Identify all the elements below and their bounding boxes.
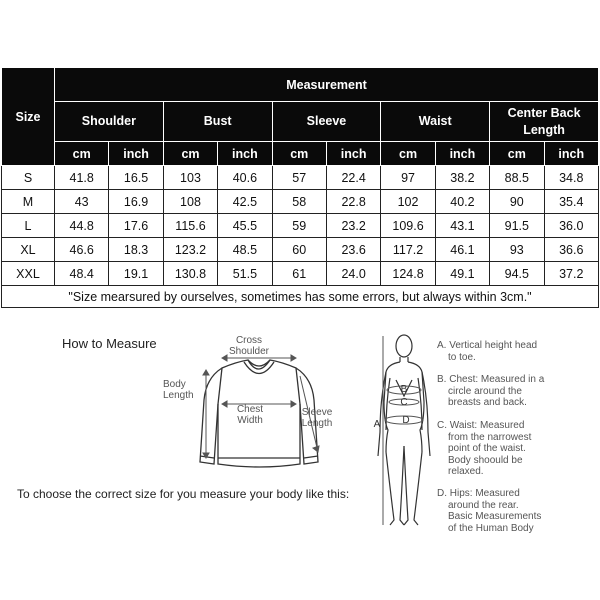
value-cell: 51.5 [218, 262, 272, 286]
value-cell: 48.4 [55, 262, 109, 286]
value-cell: 45.5 [218, 214, 272, 238]
value-cell: 34.8 [544, 166, 598, 190]
unit-header: cm [381, 142, 435, 166]
instruction-c: C. Waist: Measured from the narrowest point of the waist. Body shoould be relaxed. [437, 420, 532, 477]
value-cell: 37.2 [544, 262, 598, 286]
value-cell: 36.6 [544, 238, 598, 262]
unit-header: inch [218, 142, 272, 166]
size-cell: L [2, 214, 55, 238]
value-cell: 23.2 [326, 214, 380, 238]
value-cell: 16.5 [109, 166, 163, 190]
value-cell: 22.4 [326, 166, 380, 190]
value-cell: 60 [272, 238, 326, 262]
unit-header: inch [544, 142, 598, 166]
value-cell: 61 [272, 262, 326, 286]
value-cell: 57 [272, 166, 326, 190]
value-cell: 19.1 [109, 262, 163, 286]
unit-header: cm [272, 142, 326, 166]
marker-d: D [402, 415, 410, 426]
marker-b: B [400, 384, 408, 395]
value-cell: 124.8 [381, 262, 435, 286]
value-cell: 40.2 [435, 190, 489, 214]
choose-size-text: To choose the correct size for you measure your body like this: [17, 487, 350, 501]
value-cell: 35.4 [544, 190, 598, 214]
value-cell: 43.1 [435, 214, 489, 238]
how-to-measure-title: How to Measure [62, 336, 157, 351]
cross-shoulder-label: Cross Shoulder [228, 335, 270, 357]
value-cell: 43 [55, 190, 109, 214]
value-cell: 41.8 [55, 166, 109, 190]
value-cell: 90 [490, 190, 544, 214]
size-cell: S [2, 166, 55, 190]
unit-header: inch [109, 142, 163, 166]
value-cell: 18.3 [109, 238, 163, 262]
value-cell: 58 [272, 190, 326, 214]
value-cell: 22.8 [326, 190, 380, 214]
value-cell: 17.6 [109, 214, 163, 238]
sleeve-length-label: Sleeve Length [301, 407, 333, 429]
instruction-d: D. Hips: Measured around the rear. Basic Measurements of the Human Body [437, 488, 542, 534]
table-note: "Size mearsured by ourselves, sometimes has some errors, but always within 3cm." [2, 286, 599, 308]
value-cell: 44.8 [55, 214, 109, 238]
unit-header: cm [490, 142, 544, 166]
value-cell: 49.1 [435, 262, 489, 286]
value-cell: 130.8 [163, 262, 217, 286]
unit-header: cm [163, 142, 217, 166]
value-cell: 46.1 [435, 238, 489, 262]
measurement-header: Measurement [55, 68, 599, 102]
value-cell: 109.6 [381, 214, 435, 238]
value-cell: 97 [381, 166, 435, 190]
value-cell: 24.0 [326, 262, 380, 286]
size-header: Size [2, 68, 55, 166]
body-length-label: Body Length [163, 379, 194, 401]
value-cell: 103 [163, 166, 217, 190]
marker-c: C [400, 397, 408, 408]
value-cell: 108 [163, 190, 217, 214]
value-cell: 23.6 [326, 238, 380, 262]
value-cell: 93 [490, 238, 544, 262]
group-shoulder: Shoulder [55, 102, 164, 142]
group-sleeve: Sleeve [272, 102, 381, 142]
value-cell: 16.9 [109, 190, 163, 214]
value-cell: 117.2 [381, 238, 435, 262]
size-cell: XL [2, 238, 55, 262]
unit-header: inch [326, 142, 380, 166]
value-cell: 46.6 [55, 238, 109, 262]
value-cell: 94.5 [490, 262, 544, 286]
unit-header: inch [435, 142, 489, 166]
unit-header: cm [55, 142, 109, 166]
value-cell: 48.5 [218, 238, 272, 262]
value-cell: 88.5 [490, 166, 544, 190]
value-cell: 36.0 [544, 214, 598, 238]
value-cell: 123.2 [163, 238, 217, 262]
size-cell: XXL [2, 262, 55, 286]
group-center-back-length: Center Back Length [490, 102, 599, 142]
value-cell: 91.5 [490, 214, 544, 238]
value-cell: 38.2 [435, 166, 489, 190]
group-bust: Bust [163, 102, 272, 142]
value-cell: 102 [381, 190, 435, 214]
instruction-b: B. Chest: Measured in a circle around the breasts and back. [437, 374, 545, 408]
value-cell: 40.6 [218, 166, 272, 190]
value-cell: 42.5 [218, 190, 272, 214]
marker-a: A [373, 419, 381, 430]
size-cell: M [2, 190, 55, 214]
chest-width-label: Chest Width [236, 404, 264, 426]
value-cell: 115.6 [163, 214, 217, 238]
instruction-a: A. Vertical height head to toe. [437, 340, 538, 363]
group-waist: Waist [381, 102, 490, 142]
value-cell: 59 [272, 214, 326, 238]
